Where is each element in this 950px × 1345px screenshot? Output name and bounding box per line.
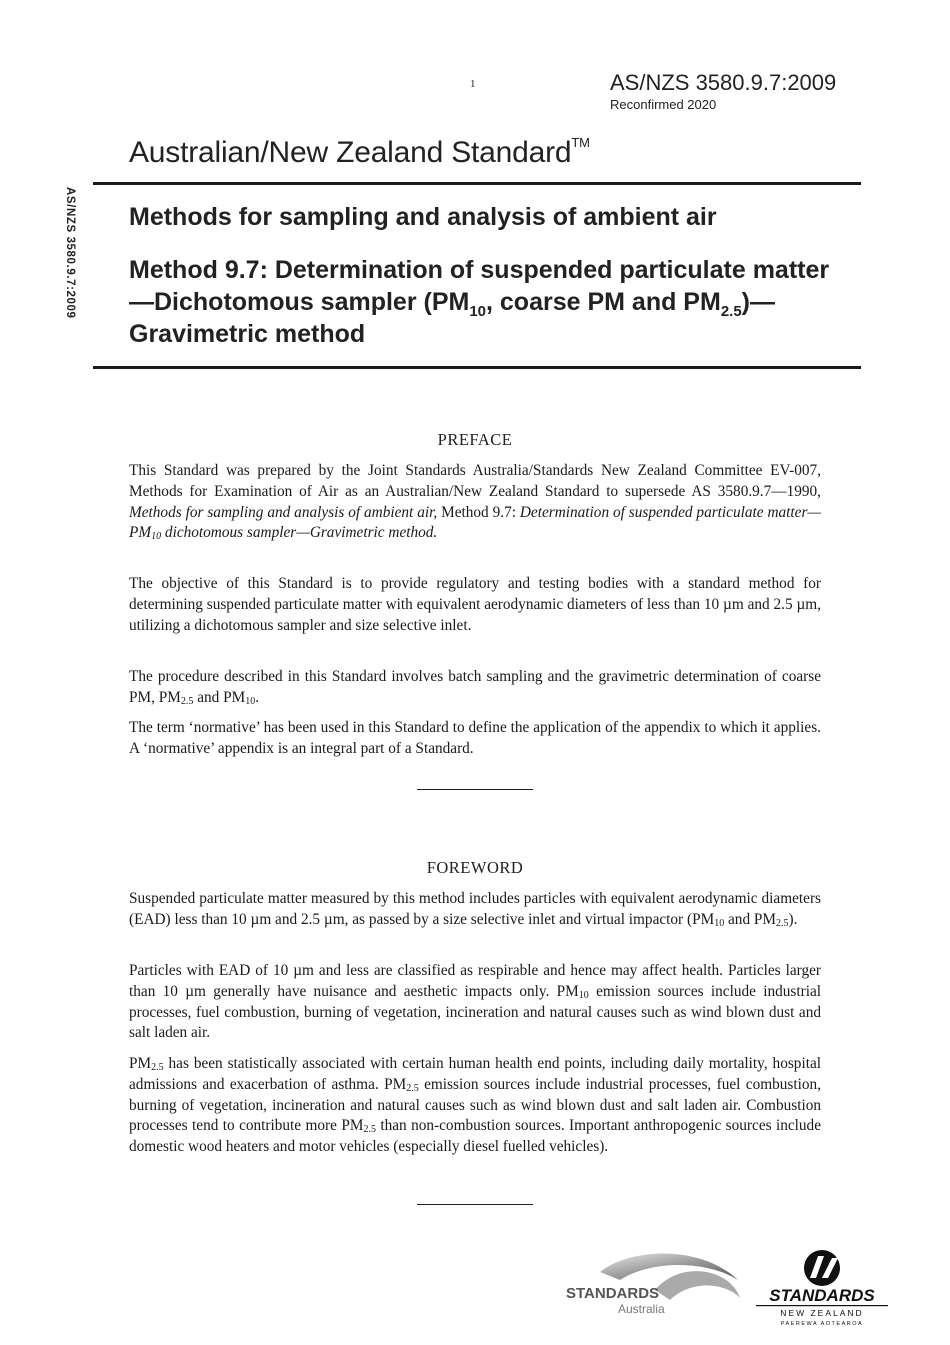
method-title-subscript: 10 <box>469 303 487 320</box>
text-run: PM <box>129 1055 152 1072</box>
logo-text: STANDARDS <box>769 1286 875 1305</box>
subscript: 10 <box>578 989 589 1001</box>
section-divider <box>417 789 533 790</box>
emblem-icon <box>804 1250 840 1286</box>
preface-paragraph <box>129 461 821 544</box>
standards-australia-logo <box>560 1250 750 1320</box>
logo-divider <box>756 1305 888 1306</box>
logo-text: Australia <box>618 1302 665 1316</box>
trademark-mark: TM <box>571 135 590 150</box>
preface-heading: PREFACE <box>437 430 513 449</box>
text-run: than non-combustion sources. Important anthropogenic sources include domestic wood heaters and motor vehicles (especially diesel fuelled vehicles). <box>129 1117 821 1156</box>
title-rule-top <box>93 182 861 185</box>
text-run: Particles with EAD of 10 µm and less are classified as respirable and hence may affect health. Particles larger than 10 µm generally have nuisance and aesthetic impacts only. PM <box>129 962 821 1000</box>
logo-text: NEW ZEALAND <box>780 1308 864 1318</box>
text-run: The procedure described in this Standard involves batch sampling and the gravimetric determination of coarse PM, PM <box>129 668 821 706</box>
text-run: . <box>255 688 260 706</box>
swoosh-icon <box>655 1271 740 1300</box>
method-title-part: )—Gravimetric method <box>129 288 775 348</box>
foreword-paragraph <box>129 961 821 1044</box>
text-run: has been statistically associated with certain human health end points, including daily mortality, hospital admissions and exacerbation of asthma. PM <box>129 1055 821 1093</box>
text-run: This Standard was prepared by the Joint Standards Australia/Standards New Zealand Committee EV-007, Methods for Examination of Air as an Australian/New Zealand Standard to supersede AS 3580.9.7—1990, <box>129 462 821 500</box>
logo-text: PAEREWA AOTEAROA <box>780 1321 864 1327</box>
preface-paragraph <box>129 667 821 709</box>
subscript: 2.5 <box>406 1082 419 1094</box>
text-run: Suspended particulate matter measured by this method includes particles with equivalent aerodynamic diameters (EAD) less than 10 µm and 2.5 µm, as passed by a size selective inlet and virtual impactor (PM <box>129 890 821 928</box>
subscript: 2.5 <box>776 917 789 929</box>
page-number: 1 <box>470 78 476 90</box>
subscript: 10 <box>245 695 256 707</box>
standards-nz-logo <box>752 1248 892 1328</box>
reconfirmed-label: Reconfirmed 2020 <box>610 97 717 112</box>
text-run: and PM <box>193 688 246 706</box>
title-rule-bottom <box>93 366 861 369</box>
text-run: Method 9.7: <box>437 503 520 521</box>
series-title <box>129 136 590 170</box>
subscript: 2.5 <box>363 1124 376 1136</box>
logo-text: STANDARDS <box>566 1285 660 1302</box>
preface-paragraph: The objective of this Standard is to provide regulatory and testing bodies with a standard method for determining suspended particulate matter with equivalent aerodynamic diameters of less than 10 µm and 2.5 µm, utilizing a dichotomous sampler and size selective inlet. <box>129 575 821 634</box>
subscript: 10 <box>714 917 725 929</box>
series-title-text: Australian/New Zealand Standard <box>129 136 572 169</box>
side-standard-label: AS/NZS 3580.9.7:2009 <box>64 187 76 319</box>
text-run: Determination of suspended particulate matter—PM <box>129 503 821 542</box>
foreword-paragraph <box>129 889 821 931</box>
text-run: emission sources include industrial processes, fuel combustion, burning of vegetation, incineration and natural causes such as wind blown dust and salt laden air. Combustion processes tend to contribute more PM <box>129 1075 822 1135</box>
method-title-subscript: 2.5 <box>720 303 742 320</box>
document-title: Methods for sampling and analysis of ambient air <box>129 203 717 231</box>
method-title-part: Method 9.7: Determination of suspended particulate matter—Dichotomous sampler (PM <box>129 256 830 316</box>
italic-run: Methods for sampling and analysis of ambient air, <box>129 503 438 521</box>
preface-paragraph: The term ‘normative’ has been used in this Standard to define the application of the appendix to which it applies. A ‘normative’ appendix is an integral part of a Standard. <box>129 719 821 757</box>
foreword-heading: FOREWORD <box>426 858 524 877</box>
text-run: ). <box>788 910 798 928</box>
method-title <box>129 254 849 350</box>
standard-number: AS/NZS 3580.9.7:2009 <box>610 70 837 95</box>
foreword-paragraph <box>129 1054 821 1158</box>
subscript: 10 <box>151 531 162 543</box>
method-title-part: , coarse PM and PM <box>486 288 721 316</box>
text-run: emission sources include industrial processes, fuel combustion, burning of vegetation, incineration and natural causes such as wind blown dust and salt laden air. <box>129 982 822 1042</box>
section-divider <box>417 1204 533 1205</box>
text-run: dichotomous sampler—Gravimetric method. <box>161 524 438 542</box>
text-run: and PM <box>724 910 777 928</box>
subscript: 2.5 <box>180 695 194 707</box>
subscript: 2.5 <box>151 1062 164 1073</box>
